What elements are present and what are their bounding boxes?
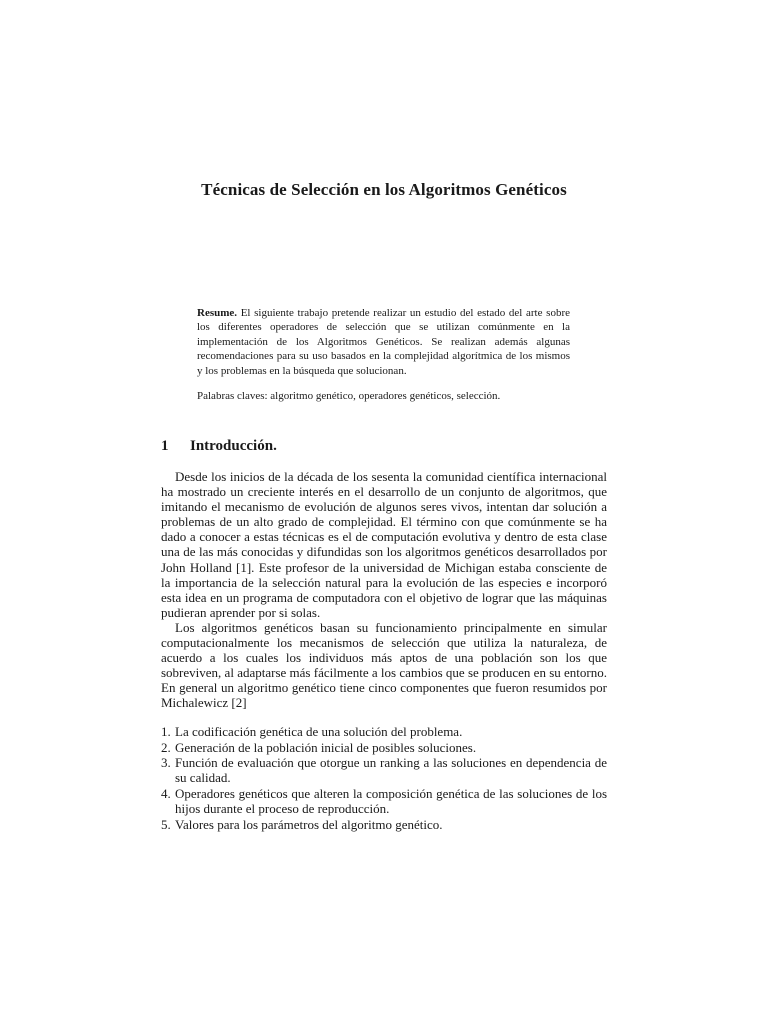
section-number: 1	[161, 438, 169, 454]
section-body	[161, 469, 607, 711]
list-marker: 1.	[161, 724, 171, 739]
section-title: Introducción.	[190, 438, 277, 454]
list-item	[161, 817, 607, 832]
keywords: Palabras claves: algoritmo genético, operadores genéticos, selección.	[197, 390, 501, 402]
list-item-text: La codificación genética de una solución del problema.	[175, 724, 463, 739]
abstract-lead: Resume.	[197, 307, 238, 319]
paper-title: Técnicas de Selección en los Algoritmos Genéticos	[201, 180, 567, 199]
paragraph: Desde los inicios de la década de los sesenta la comunidad científica internacional ha mostrado un creciente interés en el desarrollo de un conjunto de algoritmos, que imitando el mecanismo de evolución de algunos seres vivos, intentan dar solución a problemas de un alto grado de complejidad. El término con que comúnmente se ha dado a conocer a estas técnicas es el de computación evolutiva y dentro de esta clase una de las más conocidas y difundidas son los algoritmos genéticos desarrollados por John Holland [1]. Este profesor de la universidad de Michigan estaba consciente de la importancia de la selección natural para la evolución de las especies e incorporó esta idea en un programa de computadora con el objetivo de lograr que las máquinas pudieran aprender por si solas.	[161, 469, 607, 620]
list-item-text: Generación de la población inicial de posibles soluciones.	[175, 739, 477, 755]
list-item	[161, 724, 607, 739]
list-item	[161, 755, 607, 785]
component-list	[161, 724, 607, 832]
list-marker: 2.	[161, 739, 171, 755]
list-item	[161, 740, 607, 755]
list-item	[161, 786, 607, 816]
list-item-text: Función de evaluación que otorgue un ranking a las soluciones en dependencia de su calidad.	[175, 755, 607, 786]
list-marker: 4.	[161, 785, 171, 801]
list-marker: 3.	[161, 755, 171, 771]
abstract	[197, 306, 570, 378]
section-heading	[161, 438, 277, 455]
list-item-text: Operadores genéticos que alteren la composición genética de las soluciones de los hijos durante el proceso de reproducción.	[175, 785, 607, 816]
list-item-text: Valores para los parámetros del algoritmo genético.	[175, 816, 443, 832]
list-marker: 5.	[161, 816, 171, 832]
abstract-text: El siguiente trabajo pretende realizar un estudio del estado del arte sobre los diferentes operadores de selección que se utilizan comúnmente en la implementación de los Algoritmos Genéticos. Se realizan además algunas recomendaciones para su uso basados en la complejidad algorítmica de los mismos y los problemas en la búsqueda que solucionan.	[197, 307, 570, 377]
paragraph: Los algoritmos genéticos basan su funcionamiento principalmente en simular computacionalmente los mecanismos de selección que utiliza la naturaleza, de acuerdo a los cuales los individuos más aptos de una población son los que sobreviven, al adaptarse más fácilmente a los cambios que se producen en su entorno. En general un algoritmo genético tiene cinco componentes que fueron resumidos por Michalewicz [2]	[161, 619, 607, 711]
